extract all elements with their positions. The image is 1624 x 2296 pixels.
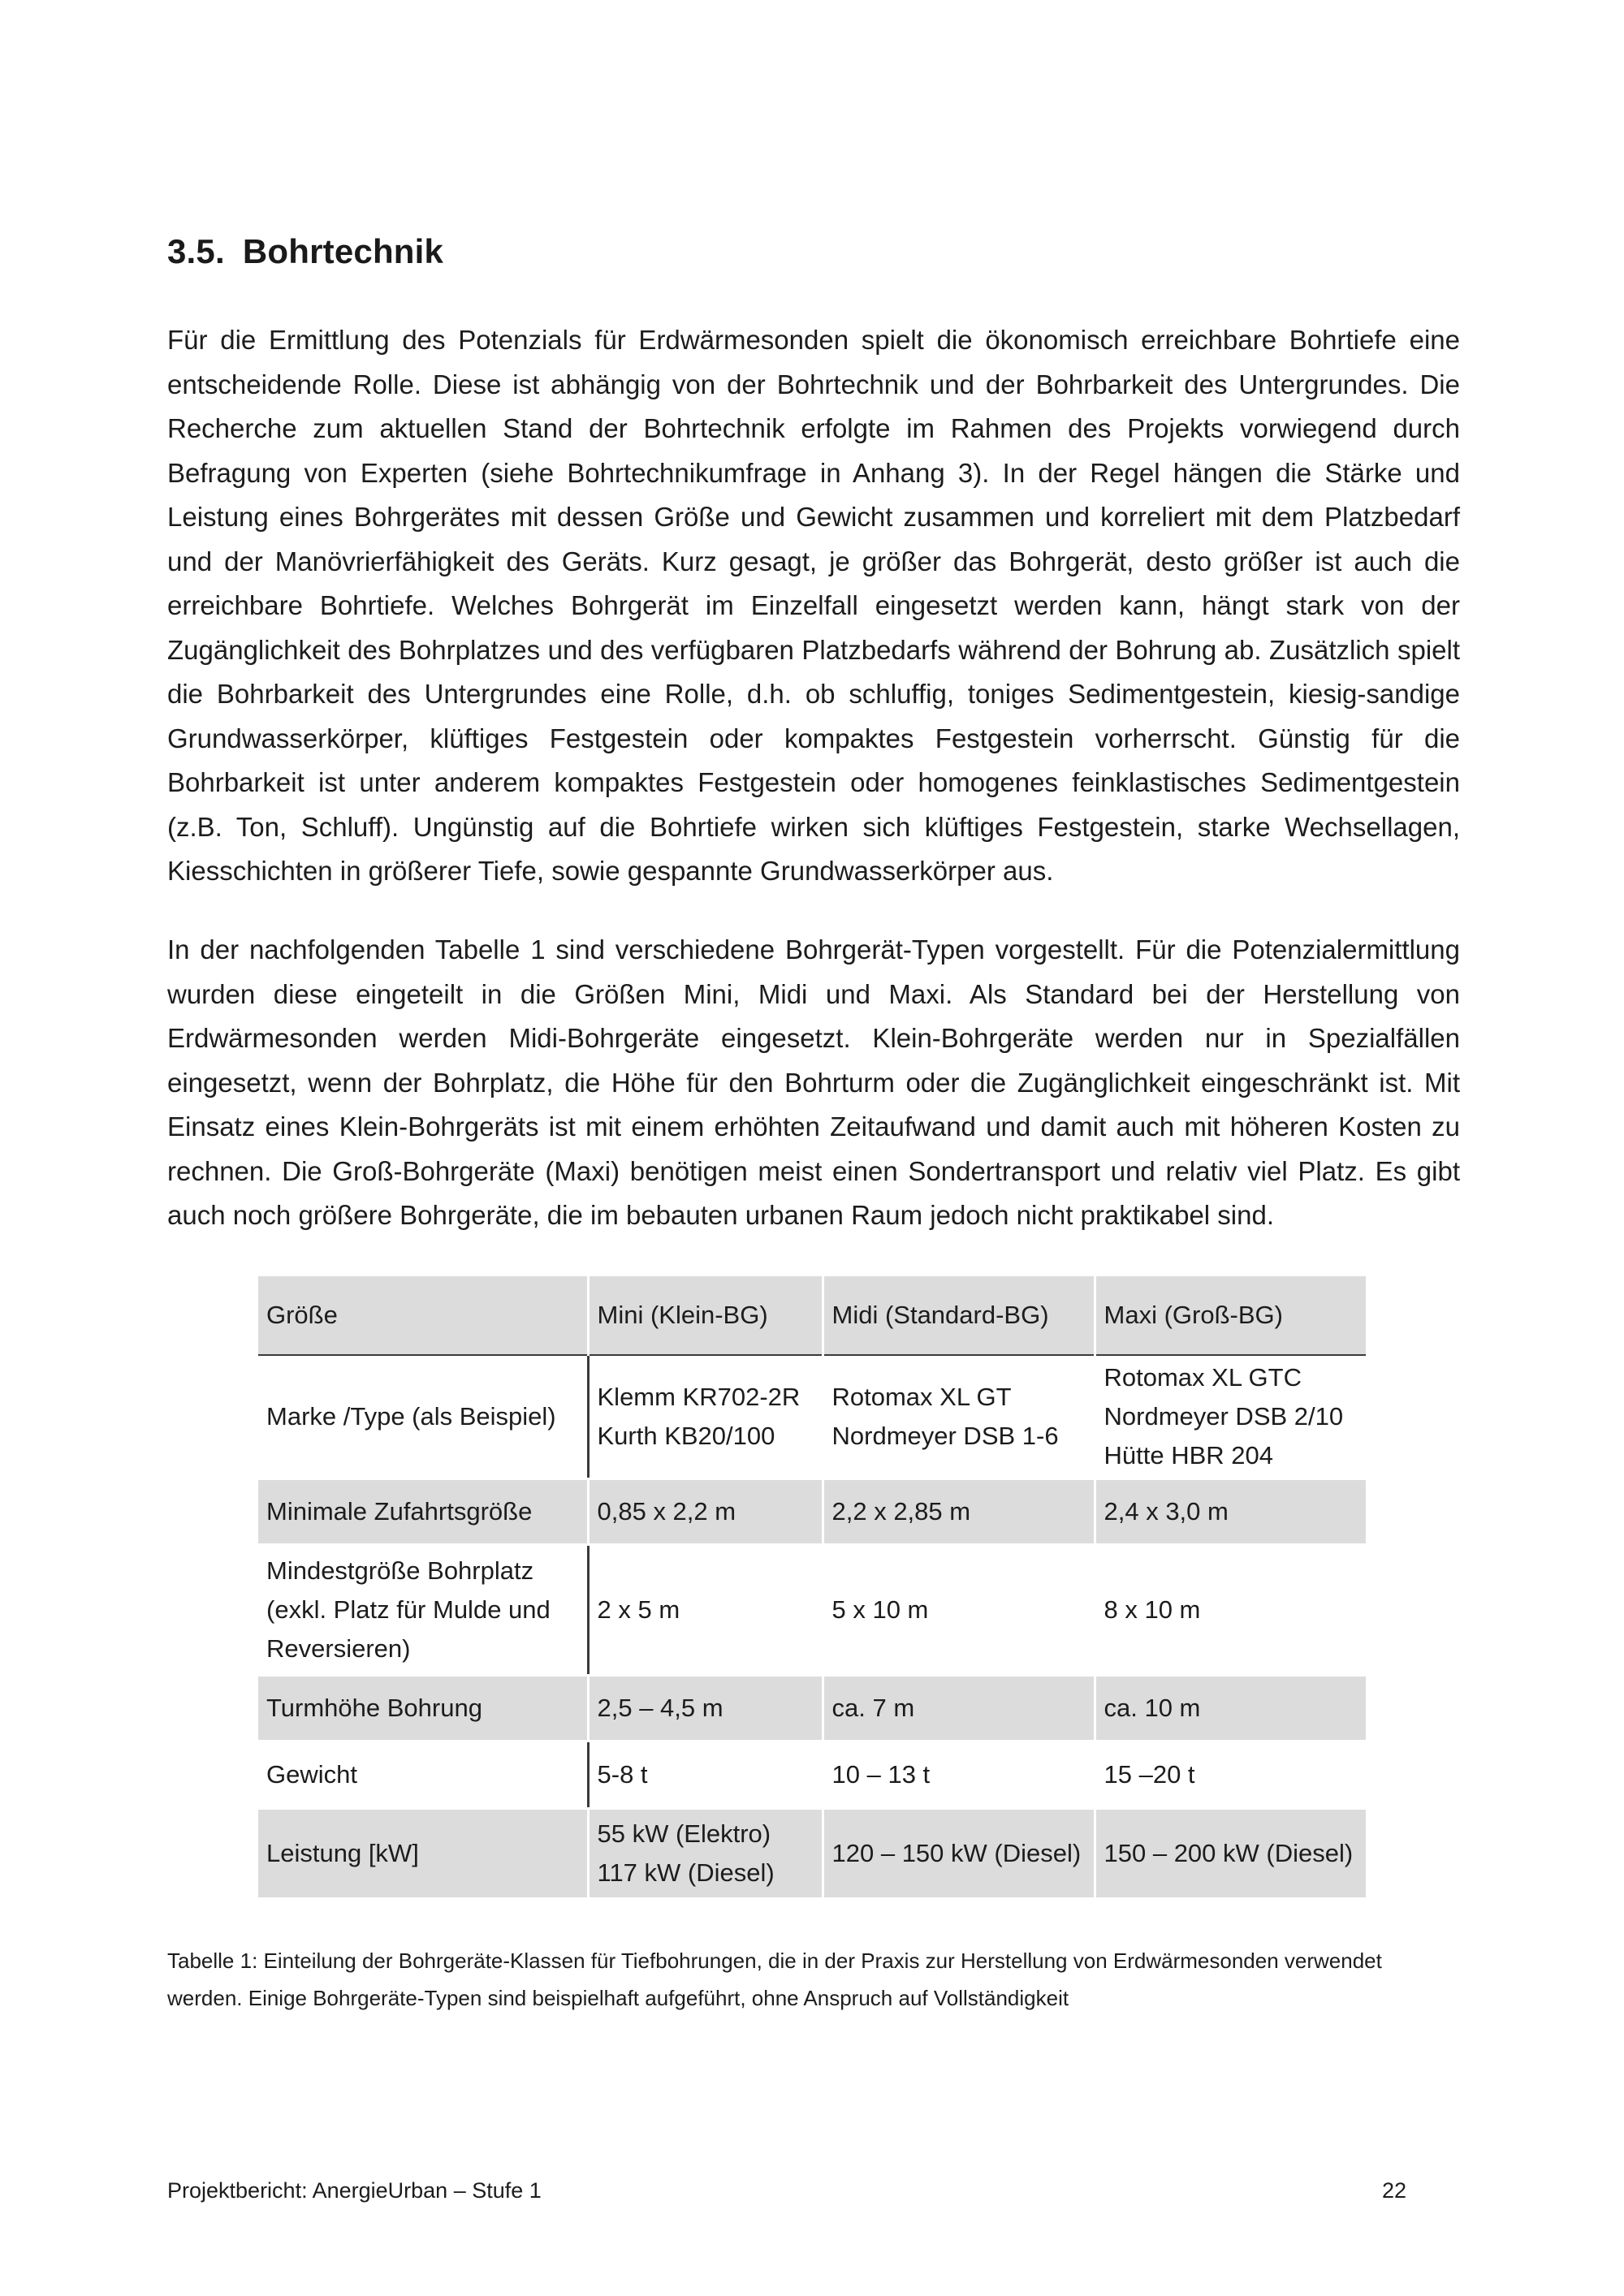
- table-cell: 2,5 – 4,5 m: [588, 1676, 823, 1741]
- table-cell-line: Klemm KR702-2R: [597, 1383, 801, 1411]
- table-cell-line: Mindestgröße Bohrplatz: [266, 1556, 534, 1585]
- table-header-row: [258, 1276, 1367, 1355]
- table-cell: ca. 7 m: [823, 1676, 1095, 1741]
- section-title: Bohrtechnik: [242, 232, 444, 270]
- table-cell: [588, 1355, 823, 1479]
- table-cell-line: Nordmeyer DSB 1-6: [831, 1422, 1059, 1450]
- section-number: 3.5.: [167, 232, 225, 270]
- table-cell: 5-8 t: [588, 1741, 823, 1809]
- table-cell-line: 117 kW (Diesel): [597, 1858, 775, 1887]
- table-cell-line: Hütte HBR 204: [1104, 1441, 1273, 1470]
- footer-page-number: 22: [1382, 2178, 1407, 2203]
- table-row: [258, 1545, 1367, 1676]
- table-cell: [823, 1355, 1095, 1479]
- footer-report-title: Projektbericht: AnergieUrban – Stufe 1: [167, 2178, 542, 2203]
- table-cell: ca. 10 m: [1095, 1676, 1367, 1741]
- table-cell: [1095, 1355, 1367, 1479]
- table-cell: 2,2 x 2,85 m: [823, 1479, 1095, 1545]
- table-cell: 10 – 13 t: [823, 1741, 1095, 1809]
- table-cell: 120 – 150 kW (Diesel): [823, 1809, 1095, 1899]
- table-row-label: Gewicht: [258, 1741, 588, 1809]
- table-cell: 8 x 10 m: [1095, 1545, 1367, 1676]
- table-row-label: [258, 1545, 588, 1676]
- table-cell: 5 x 10 m: [823, 1545, 1095, 1676]
- table-cell: 15 –20 t: [1095, 1741, 1367, 1809]
- table-row-label: Minimale Zufahrtsgröße: [258, 1479, 588, 1545]
- table-cell-line: Nordmeyer DSB 2/10: [1104, 1402, 1344, 1431]
- table-header-cell: Midi (Standard-BG): [823, 1276, 1095, 1355]
- table-cell: 2 x 5 m: [588, 1545, 823, 1676]
- table-header-cell: Größe: [258, 1276, 588, 1355]
- body-paragraph: In der nachfolgenden Tabelle 1 sind verschiedene Bohrgerät-Typen vorgestellt. Für die Potenzialermittlung wurden diese eingeteilt in die Größen Mini, Midi und Maxi. Als Standard bei der Herstellung von Erdwärmesonden werden Midi-Bohrgeräte eingesetzt. Klein-Bohrgeräte werden nur in Spezialfällen eingesetzt, wenn der Bohrplatz, die Höhe für den Bohrturm oder die Zugänglichkeit eingeschränkt ist. Mit Einsatz eines Klein-Bohrgeräts ist mit einem erhöhten Zeitaufwand und damit auch mit höheren Kosten zu rechnen. Die Groß-Bohrgeräte (Maxi) benötigen meist einen Sondertransport und relativ viel Platz. Es gibt auch noch größere Bohrgeräte, die im bebauten urbanen Raum jedoch nicht praktikabel sind.: [167, 934, 1460, 1230]
- table-cell: 0,85 x 2,2 m: [588, 1479, 823, 1545]
- table-cell: 2,4 x 3,0 m: [1095, 1479, 1367, 1545]
- table-cell: 150 – 200 kW (Diesel): [1095, 1809, 1367, 1899]
- table-cell: [588, 1809, 823, 1899]
- table-row: [258, 1741, 1367, 1809]
- table-row: [258, 1676, 1367, 1741]
- table-cell-line: Rotomax XL GT: [831, 1383, 1012, 1411]
- table-cell-line: 55 kW (Elektro): [597, 1819, 771, 1848]
- table-row-label: Turmhöhe Bohrung: [258, 1676, 588, 1741]
- table-row: [258, 1809, 1367, 1899]
- table-cell-line: Kurth KB20/100: [597, 1422, 775, 1450]
- table-row-label: Leistung [kW]: [258, 1809, 588, 1899]
- table-cell-line: Rotomax XL GTC: [1104, 1363, 1302, 1392]
- table-row-label: Marke /Type (als Beispiel): [258, 1355, 588, 1479]
- table-header-cell: Mini (Klein-BG): [588, 1276, 823, 1355]
- body-paragraph: Für die Ermittlung des Potenzials für Erdwärmesonden spielt die ökonomisch erreichbare Bohrtiefe eine entscheidende Rolle. Diese ist abhängig von der Bohrtechnik und der Bohrbarkeit des Untergrundes. Die Recherche zum aktuellen Stand der Bohrtechnik erfolgte im Rahmen des Projekts vorwiegend durch Befragung von Experten (siehe Bohrtechnikumfrage in Anhang 3). In der Regel hängen die Stärke und Leistung eines Bohrgerätes mit dessen Größe und Gewicht zusammen und korreliert mit dem Platzbedarf und der Manövrierfähigkeit des Geräts. Kurz gesagt, je größer das Bohrgerät, desto größer ist auch die erreichbare Bohrtiefe. Welches Bohrgerät im Einzelfall eingesetzt werden kann, hängt stark von der Zugänglichkeit des Bohrplatzes und des verfügbaren Platzbedarfs während der Bohrung ab. Zusätzlich spielt die Bohrbarkeit des Untergrundes eine Rolle, d.h. ob schluffig, toniges Sedimentgestein, kiesig-sandige Grundwasserkörper, klüftiges Festgestein oder kompaktes Festgestein vorherrscht. Günstig für die Bohrbarkeit ist unter anderem kompaktes Festgestein oder homogenes feinklastisches Sedimentgestein (z.B. Ton, Schluff). Ungünstig auf die Bohrtiefe wirken sich klüftiges Festgestein, starke Wechsellagen, Kiesschichten in größerer Tiefe, sowie gespannte Grundwasserkörper aus.: [167, 325, 1460, 886]
- table-row: [258, 1479, 1367, 1545]
- table-cell-line: (exkl. Platz für Mulde und: [266, 1595, 551, 1624]
- table-cell-line: Reversieren): [266, 1634, 411, 1663]
- table-caption: Tabelle 1: Einteilung der Bohrgeräte-Klassen für Tiefbohrungen, die in der Praxis zur Herstellung von Erdwärmesonden verwendet werden. Einige Bohrgeräte-Typen sind beispielhaft aufgeführt, ohne Anspruch auf Vollständigkeit: [167, 1949, 1382, 2010]
- table-header-cell: Maxi (Groß-BG): [1095, 1276, 1367, 1355]
- section-heading: [167, 232, 443, 271]
- table-row: [258, 1355, 1367, 1479]
- drill-rig-table: [258, 1276, 1368, 1900]
